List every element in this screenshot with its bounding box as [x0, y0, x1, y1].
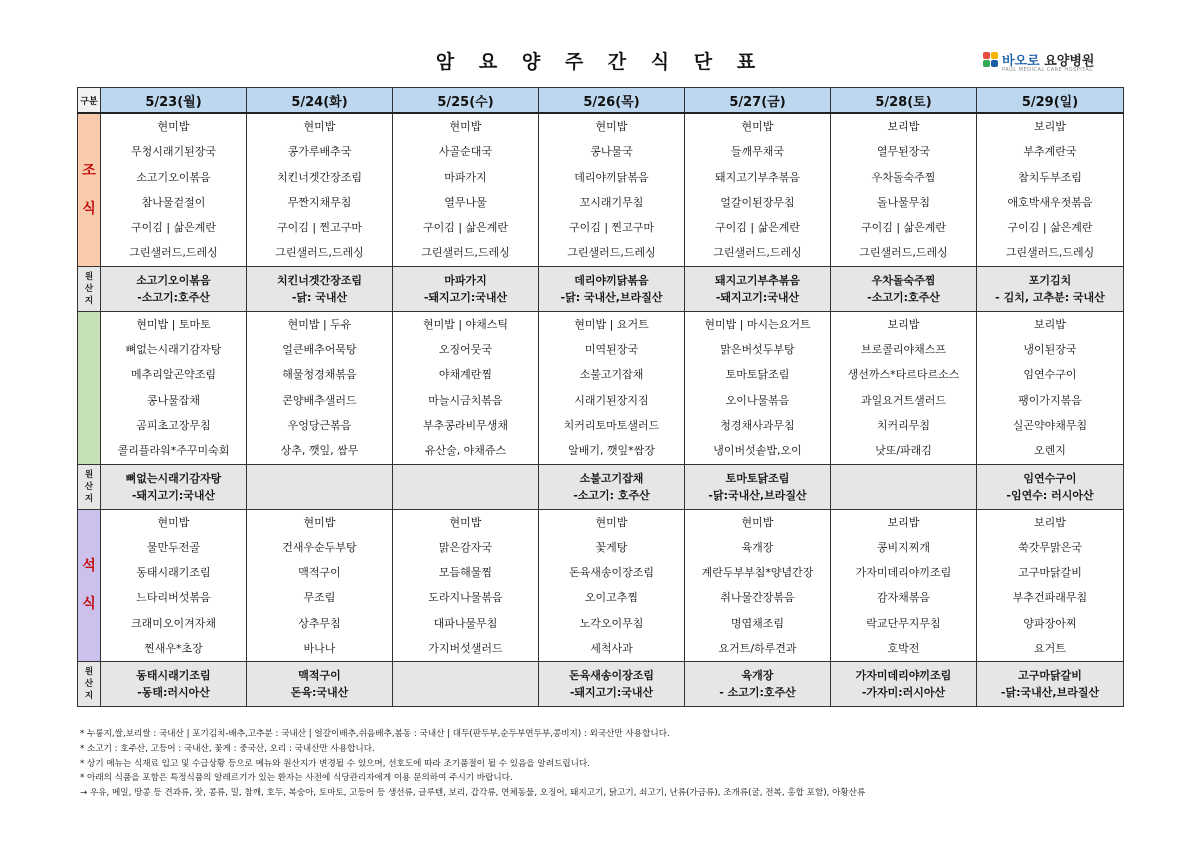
- origin-dish: 소불고기잡채: [579, 471, 644, 485]
- menu-item: 그린샐러드,드레싱: [129, 246, 218, 260]
- menu-item: 감자채볶음: [876, 591, 931, 605]
- lunch-day-cell: [977, 311, 1124, 464]
- menu-item: 무청시래기된장국: [130, 145, 216, 159]
- origin-source: -돼지고기:국내산: [131, 488, 216, 502]
- menu-item: 고구마닭갈비: [1018, 566, 1082, 580]
- origin-dish: 토마토닭조림: [725, 471, 790, 485]
- day-header: 5/28(토): [831, 88, 977, 114]
- origin-label: 원 산 지: [78, 464, 101, 509]
- menu-item: 냉이된장국: [1023, 343, 1077, 357]
- header-row: [78, 88, 1124, 114]
- menu-item: 현미밥: [741, 120, 774, 133]
- lunch-origin-cell: [685, 464, 831, 509]
- menu-item: 그린샐러드,드레싱: [1005, 246, 1095, 260]
- menu-item: 무짠지채무침: [287, 195, 352, 209]
- menu-item: 구이김 | 삶은계란: [130, 221, 217, 235]
- origin-source: -소고기:호주산: [137, 290, 210, 304]
- lunch-origin-row: [78, 464, 1124, 509]
- menu-item: 콜리플라워*주꾸미숙회: [117, 444, 230, 458]
- breakfast-label: 조 식: [78, 113, 101, 266]
- menu-item: 생선까스*타르타르소스: [847, 368, 960, 382]
- menu-item: 상추, 깻잎, 쌈무: [280, 444, 359, 458]
- dinner-day-cell: [831, 509, 977, 662]
- breakfast-day-cell: [831, 113, 977, 266]
- breakfast-origin-cell: [685, 266, 831, 311]
- origin-dish: 포기김치: [1028, 273, 1072, 287]
- menu-item: 오이고추찜: [584, 591, 639, 605]
- menu-item: 야채계란찜: [438, 368, 493, 382]
- menu-item: 참치두부조림: [1018, 170, 1082, 184]
- menu-item: 보리밥: [1034, 317, 1066, 331]
- day-header: 5/26(목): [539, 88, 685, 114]
- dinner-day-cell: [247, 509, 393, 662]
- menu-item: 현미밥: [157, 515, 190, 529]
- lunch-row: [78, 311, 1124, 464]
- menu-item: 소고기오이볶음: [136, 170, 211, 184]
- menu-item: 상추무침: [298, 616, 341, 630]
- menu-item: 현미밥: [303, 515, 336, 529]
- menu-item: 구이김 | 찐고구마: [276, 221, 363, 235]
- notes: [80, 727, 865, 801]
- logo-name: 바오로: [1002, 54, 1040, 69]
- menu-item: 낫또/파래김: [875, 444, 932, 458]
- menu-item: 호박전: [887, 642, 920, 656]
- lunch-day-cell: [539, 311, 685, 464]
- origin-dish: 돼지고기부추볶음: [714, 273, 800, 287]
- menu-item: 쑥갓무맑은국: [1018, 540, 1082, 554]
- origin-dish: 맥적구이: [298, 669, 341, 683]
- origin-dish: 우차돌숙주찜: [871, 273, 936, 287]
- menu-item: 해물청경채볶음: [282, 368, 357, 382]
- menu-item: 애호박새우젓볶음: [1007, 195, 1093, 209]
- lunch-day-cell: [831, 311, 977, 464]
- menu-item: 콩가루배추국: [287, 145, 352, 159]
- menu-item: 찐새우*초장: [144, 642, 203, 656]
- menu-item: 락교단무지무침: [866, 616, 941, 630]
- origin-source: -가자미:러시아산: [861, 686, 946, 700]
- menu-item: 구이김 | 삶은계란: [714, 221, 801, 235]
- menu-item: 그린샐러드,드레싱: [567, 246, 656, 260]
- lunch-day-cell: [393, 311, 539, 464]
- origin-dish: 데리야끼닭볶음: [574, 273, 649, 287]
- menu-item: 얼큰배추어묵탕: [282, 343, 357, 357]
- day-header: 5/24(화): [247, 88, 393, 114]
- menu-item: 참나물겉절이: [141, 195, 206, 209]
- origin-source: -동태:러시아산: [137, 686, 210, 700]
- origin-source: -임연수: 러시아산: [1006, 488, 1094, 502]
- menu-item: 무조림: [303, 591, 336, 605]
- menu-item: 치커리토마토샐러드: [563, 418, 660, 432]
- menu-item: 요거트/하루견과: [718, 642, 797, 656]
- menu-item: 계란두부부침*양념간장: [701, 566, 814, 580]
- dinner-origin-cell: [685, 662, 831, 707]
- menu-item: 현미밥: [157, 120, 190, 133]
- dinner-label: 석 식: [78, 509, 101, 662]
- menu-item: 현미밥 | 두유: [287, 317, 352, 331]
- menu-item: 명엽채조림: [730, 616, 785, 630]
- breakfast-day-cell: [685, 113, 831, 266]
- origin-dish: 동태시래기조림: [136, 669, 211, 683]
- logo-icon: [983, 52, 999, 68]
- note-line: * 누룽지,쌀,보리쌀 : 국내산 | 포기김치-배추,고추분 : 국내산 | 얼갈이배추,쉬음배추,봄동 : 국내산 | 대두(판두부,순두부연두부,콩비지) : 외국산만 사용합니다.: [80, 729, 670, 739]
- menu-item: 콩비지찌개: [876, 540, 931, 554]
- menu-item: 곰피초고장무침: [136, 418, 211, 432]
- breakfast-row: [78, 113, 1124, 266]
- menu-item: 현미밥: [449, 120, 482, 133]
- menu-item: 보리밥: [1034, 515, 1066, 529]
- day-header: 5/23(월): [101, 88, 247, 114]
- origin-dish: 마파가지: [444, 273, 487, 287]
- breakfast-origin-cell: [831, 266, 977, 311]
- menu-item: 현미밥 | 마시는요거트: [704, 317, 811, 331]
- menu-item: 얼갈이된장무침: [720, 195, 795, 209]
- origin-dish: 소고기오이볶음: [136, 273, 211, 287]
- menu-item: 현미밥: [449, 515, 482, 529]
- menu-item: 현미밥 | 토마토: [136, 317, 211, 331]
- origin-source: -돼지고기:국내산: [569, 686, 654, 700]
- menu-item: 현미밥: [303, 120, 336, 133]
- menu-item: 현미밥: [595, 120, 628, 133]
- lunch-origin-cell: [393, 464, 539, 509]
- note-line: * 상기 메뉴는 식재료 입고 및 수급상황 등으로 메뉴와 원산지가 변경될 수 있으며, 선호도에 따라 조기품절이 될 수 있음을 알려드립니다.: [80, 758, 590, 769]
- menu-item: 그린샐러드,드레싱: [421, 246, 510, 260]
- menu-item: 뼈없는시래기감자탕: [125, 343, 222, 357]
- origin-dish: 치킨너겟간장조림: [276, 273, 362, 287]
- breakfast-day-cell: [393, 113, 539, 266]
- menu-item: 가자미데리야끼조림: [855, 566, 952, 580]
- dinner-origin-cell: [539, 662, 685, 707]
- weekly-menu-table: [77, 87, 1124, 707]
- menu-item: 동태시래기조림: [136, 566, 211, 580]
- origin-source: -닭:국내산,브라질산: [1000, 686, 1100, 700]
- hospital-logo: [983, 50, 1103, 74]
- menu-item: 맑은버섯두부탕: [720, 343, 795, 357]
- menu-item: 노각오이무침: [579, 616, 644, 630]
- origin-source: - 김치, 고추분: 국내산: [995, 290, 1105, 304]
- menu-item: 소불고기잡채: [579, 368, 644, 382]
- menu-item: 건새우순두부탕: [282, 540, 357, 554]
- menu-item: 오이나물볶음: [725, 393, 790, 407]
- menu-item: 열무된장국: [876, 145, 931, 159]
- menu-item: 양파장아찌: [1023, 616, 1077, 630]
- menu-item: 느타리버섯볶음: [136, 591, 211, 605]
- menu-item: 취나물간장볶음: [720, 591, 795, 605]
- menu-item: 마늘시금치볶음: [428, 393, 503, 407]
- menu-item: 바나나: [303, 642, 336, 656]
- page-title: 암 요 양 주 간 식 단 표: [435, 51, 765, 73]
- breakfast-origin-cell: [247, 266, 393, 311]
- menu-item: 우엉당근볶음: [287, 418, 352, 432]
- origin-dish: 가자미데리야끼조림: [855, 669, 952, 683]
- menu-item: 오렌지: [1034, 444, 1066, 458]
- dinner-origin-cell: [393, 662, 539, 707]
- breakfast-day-cell: [539, 113, 685, 266]
- lunch-day-cell: [685, 311, 831, 464]
- menu-item: 과일요거트샐러드: [860, 393, 946, 407]
- menu-item: 도라지나물볶음: [428, 591, 503, 605]
- origin-source: -돼지고기:국내산: [715, 290, 800, 304]
- menu-item: 부추건파래무침: [1012, 591, 1088, 605]
- origin-source: -닭:국내산,브라질산: [708, 488, 807, 502]
- menu-item: 보리밥: [1034, 120, 1066, 133]
- origin-source: -소고기:호주산: [867, 290, 940, 304]
- menu-item: 맑은감자국: [438, 540, 493, 554]
- menu-item: 돈육새송이장조림: [568, 566, 654, 580]
- menu-item: 가지버섯샐러드: [428, 642, 503, 656]
- breakfast-origin-cell: [393, 266, 539, 311]
- lunch-origin-cell: [101, 464, 247, 509]
- lunch-origin-cell: [247, 464, 393, 509]
- menu-item: 데리야끼닭볶음: [574, 170, 649, 184]
- menu-item: 세척사과: [590, 642, 633, 656]
- menu-item: 보리밥: [887, 120, 920, 133]
- menu-item: 현미밥 | 야채스틱: [422, 317, 509, 331]
- menu-item: 현미밥: [741, 515, 774, 529]
- lunch-day-cell: [101, 311, 247, 464]
- menu-item: 현미밥: [595, 515, 628, 529]
- menu-item: 청경채사과무침: [720, 418, 795, 432]
- menu-item: 꼬시래기무침: [579, 195, 644, 209]
- menu-item: 콘양배추샐러드: [282, 393, 357, 407]
- origin-label: 원 산 지: [78, 266, 101, 311]
- origin-dish: 육개장: [741, 669, 774, 683]
- lunch-origin-cell: [539, 464, 685, 509]
- menu-item: 미역된장국: [584, 343, 639, 357]
- menu-item: 부추콩라비무생채: [422, 418, 508, 432]
- menu-item: 돼지고기부추볶음: [714, 170, 800, 184]
- menu-item: 보리밥: [887, 515, 920, 529]
- note-line: * 아래의 식품을 포함은 특정식품의 알레르기가 있는 환자는 사전에 식당관리자에게 이용 문의하여 주시기 바랍니다.: [80, 773, 513, 784]
- lunch-origin-cell: [977, 464, 1124, 509]
- origin-source: -닭: 국내산,브라질산: [560, 290, 663, 304]
- menu-item: 콩나물잡채: [146, 393, 201, 407]
- menu-item: 요거트: [1034, 642, 1066, 656]
- lunch-label: [78, 311, 101, 464]
- menu-item: 그린샐러드,드레싱: [275, 246, 364, 260]
- breakfast-origin-cell: [101, 266, 247, 311]
- menu-item: 알배기, 깻잎*쌈장: [568, 444, 655, 458]
- origin-dish: 고구마닭갈비: [1018, 669, 1082, 683]
- menu-item: 토마토닭조림: [725, 368, 790, 382]
- menu-item: 마파가지: [444, 170, 487, 184]
- menu-item: 들깨무채국: [730, 145, 785, 159]
- menu-item: 육개장: [741, 540, 774, 554]
- dinner-day-cell: [539, 509, 685, 662]
- origin-dish: 뼈없는시래기감자탕: [125, 471, 222, 485]
- menu-item: 사골순대국: [438, 145, 493, 159]
- breakfast-day-cell: [247, 113, 393, 266]
- logo-name-suffix: 요양병원: [1039, 54, 1095, 69]
- breakfast-origin-cell: [977, 266, 1124, 311]
- dinner-origin-cell: [977, 662, 1124, 707]
- menu-item: 메추리알곤약조림: [130, 368, 216, 382]
- menu-item: 팽이가지볶음: [1018, 393, 1082, 407]
- day-header: 5/27(금): [685, 88, 831, 114]
- origin-source: -소고기: 호주산: [573, 488, 650, 502]
- origin-source: -닭: 국내산: [291, 290, 348, 304]
- menu-item: 구이김 | 찐고구마: [568, 221, 655, 235]
- menu-item: 현미밥 | 요거트: [574, 317, 649, 331]
- day-header: 5/25(수): [393, 88, 539, 114]
- origin-dish: 임연수구이: [1023, 471, 1077, 485]
- breakfast-day-cell: [101, 113, 247, 266]
- origin-label: 원 산 지: [78, 662, 101, 707]
- dinner-day-cell: [393, 509, 539, 662]
- menu-item: 그린샐러드,드레싱: [713, 246, 802, 260]
- origin-source: -돼지고기:국내산: [423, 290, 508, 304]
- menu-item: 치커리무침: [876, 418, 931, 432]
- menu-item: 구이김 | 삶은계란: [1007, 221, 1093, 235]
- menu-item: 브로콜리야채스프: [860, 343, 946, 357]
- lunch-origin-cell: [831, 464, 977, 509]
- menu-item: 실곤약야채무침: [1012, 418, 1088, 432]
- dinner-day-cell: [101, 509, 247, 662]
- breakfast-day-cell: [977, 113, 1124, 266]
- menu-item: 물만두전골: [146, 540, 201, 554]
- breakfast-origin-row: [78, 266, 1124, 311]
- menu-item: 냉이버섯솥밥,오이: [713, 444, 802, 458]
- dinner-day-cell: [977, 509, 1124, 662]
- origin-dish: 돈육새송이장조림: [568, 669, 654, 683]
- menu-item: 유산술, 야채쥬스: [424, 444, 507, 458]
- menu-item: 그린샐러드,드레싱: [859, 246, 948, 260]
- gubun-header: 구분: [78, 88, 101, 114]
- day-header: 5/29(일): [977, 88, 1124, 114]
- dinner-origin-cell: [247, 662, 393, 707]
- menu-item: 오징어뭇국: [438, 343, 493, 357]
- dinner-day-cell: [685, 509, 831, 662]
- note-line: * 소고기 : 호주산, 고등어 : 국내산, 꽃게 : 중국산, 오리 : 국내산만 사용합니다.: [80, 743, 375, 754]
- menu-item: 크래미오이겨자채: [130, 616, 216, 630]
- menu-item: 보리밥: [887, 317, 920, 331]
- allergen-list: → 우유, 메밀, 땅콩 등 견과류, 잣, 콩류, 밀, 참깨, 호두, 복숭아, 토마토, 고등어 등 생선류, 글루텐, 보리, 갑각류, 연체동물, 오징어, 돼지고기, 닭고기, 쇠고기, 난류(가금류), 조개류(굴, 전복, 홍합 포함), 아황산류: [80, 788, 866, 799]
- dinner-origin-cell: [101, 662, 247, 707]
- menu-item: 돌나물무침: [876, 195, 931, 209]
- menu-item: 부추계란국: [1023, 145, 1077, 159]
- origin-source: 돈육:국내산: [290, 686, 349, 700]
- lunch-day-cell: [247, 311, 393, 464]
- menu-item: 구이김 | 삶은계란: [422, 221, 509, 235]
- menu-item: 모듬해물찜: [438, 566, 493, 580]
- menu-item: 치킨너겟간장조림: [276, 170, 362, 184]
- dinner-origin-cell: [831, 662, 977, 707]
- menu-item: 시래기된장지짐: [574, 393, 649, 407]
- breakfast-origin-cell: [539, 266, 685, 311]
- menu-item: 우차돌숙주찜: [871, 170, 936, 184]
- dinner-origin-row: [78, 662, 1124, 707]
- menu-item: 열무나물: [444, 195, 487, 209]
- dinner-row: [78, 509, 1124, 662]
- menu-item: 콩나물국: [590, 145, 633, 159]
- menu-item: 꽃게탕: [595, 540, 628, 554]
- menu-item: 구이김 | 삶은계란: [860, 221, 947, 235]
- menu-item: 대파나물무침: [433, 616, 498, 630]
- origin-source: - 소고기:호주산: [719, 686, 796, 700]
- logo-subtitle: PAUL MEDICAL CARE HOSPITAL: [1002, 67, 1093, 73]
- menu-item: 맥적구이: [298, 566, 341, 580]
- menu-item: 임연수구이: [1023, 368, 1077, 382]
